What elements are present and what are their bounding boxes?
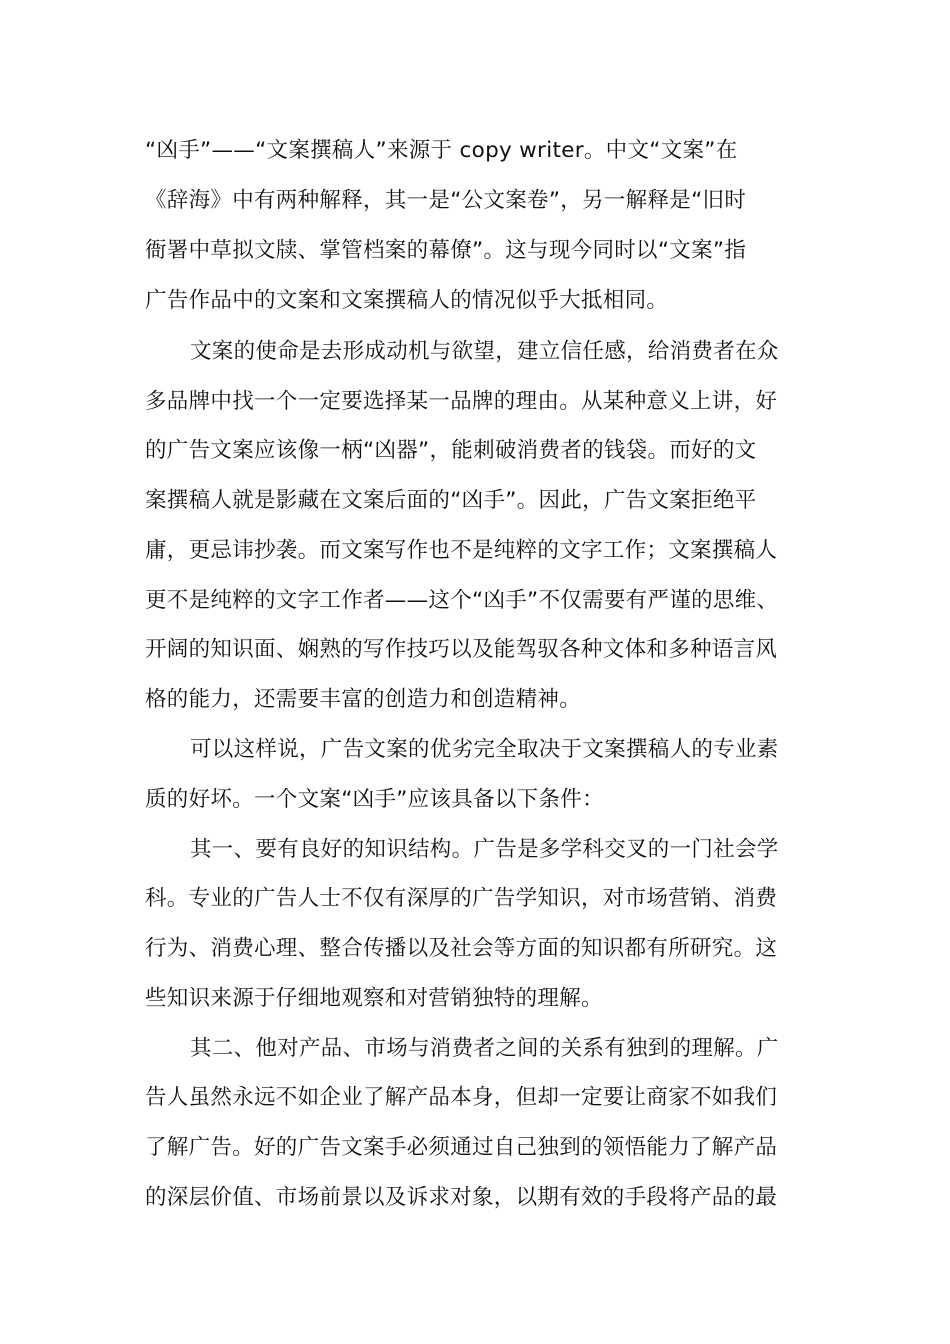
text-line: 案撰稿人就是影藏在文案后面的“凶手”。因此，广告文案拒绝平	[145, 488, 757, 513]
text-line: 其一、要有良好的知识结构。广告是多学科交叉的一门社会学	[190, 837, 779, 862]
text-line: 庸，更忌讳抄袭。而文案写作也不是纯粹的文字工作；文案撰稿人	[145, 538, 778, 563]
text-line: 了解广告。好的广告文案手必须通过自己独到的领悟能力了解产品	[145, 1135, 778, 1160]
text-line: 开阔的知识面、娴熟的写作技巧以及能驾驭各种文体和多种语言风	[145, 637, 778, 662]
text-line: 告人虽然永远不如企业了解产品本身，但却一定要让商家不如我们	[145, 1085, 778, 1110]
text-line: 更不是纯粹的文字工作者——这个“凶手”不仅需要有严谨的思维、	[145, 588, 779, 613]
text-line: 格的能力，还需要丰富的创造力和创造精神。	[145, 687, 582, 712]
text-line: 其二、他对产品、市场与消费者之间的关系有独到的理解。广	[190, 1036, 779, 1061]
text-line: 广告作品中的文案和文案撰稿人的情况似乎大抵相同。	[145, 288, 669, 313]
text-line: 《辞海》中有两种解释，其一是“公文案卷”，另一解释是“旧时	[145, 188, 747, 213]
text-line: 些知识来源于仔细地观察和对营销独特的理解。	[145, 986, 603, 1011]
text-line: 衙署中草拟文牍、掌管档案的幕僚”。这与现今同时以“文案”指	[145, 238, 747, 263]
text-line: 行为、消费心理、整合传播以及社会等方面的知识都有所研究。这	[145, 936, 778, 961]
text-line: “凶手”——“文案撰稿人”来源于 copy writer。中文“文案”在	[145, 138, 738, 163]
text-line: 科。专业的广告人士不仅有深厚的广告学知识，对市场营销、消费	[145, 886, 778, 911]
text-line: 文案的使命是去形成动机与欲望，建立信任感，给消费者在众	[190, 339, 779, 364]
text-line: 的广告文案应该像一柄“凶器”，能刺破消费者的钱袋。而好的文	[145, 438, 757, 463]
text-line: 多品牌中找一个一定要选择某一品牌的理由。从某种意义上讲，好	[145, 389, 778, 414]
text-line: 可以这样说，广告文案的优劣完全取决于文案撰稿人的专业素	[190, 737, 779, 762]
text-line: 质的好坏。一个文案“凶手”应该具备以下条件：	[145, 787, 604, 812]
text-line: 的深层价值、市场前景以及诉求对象，以期有效的手段将产品的最	[145, 1185, 778, 1210]
